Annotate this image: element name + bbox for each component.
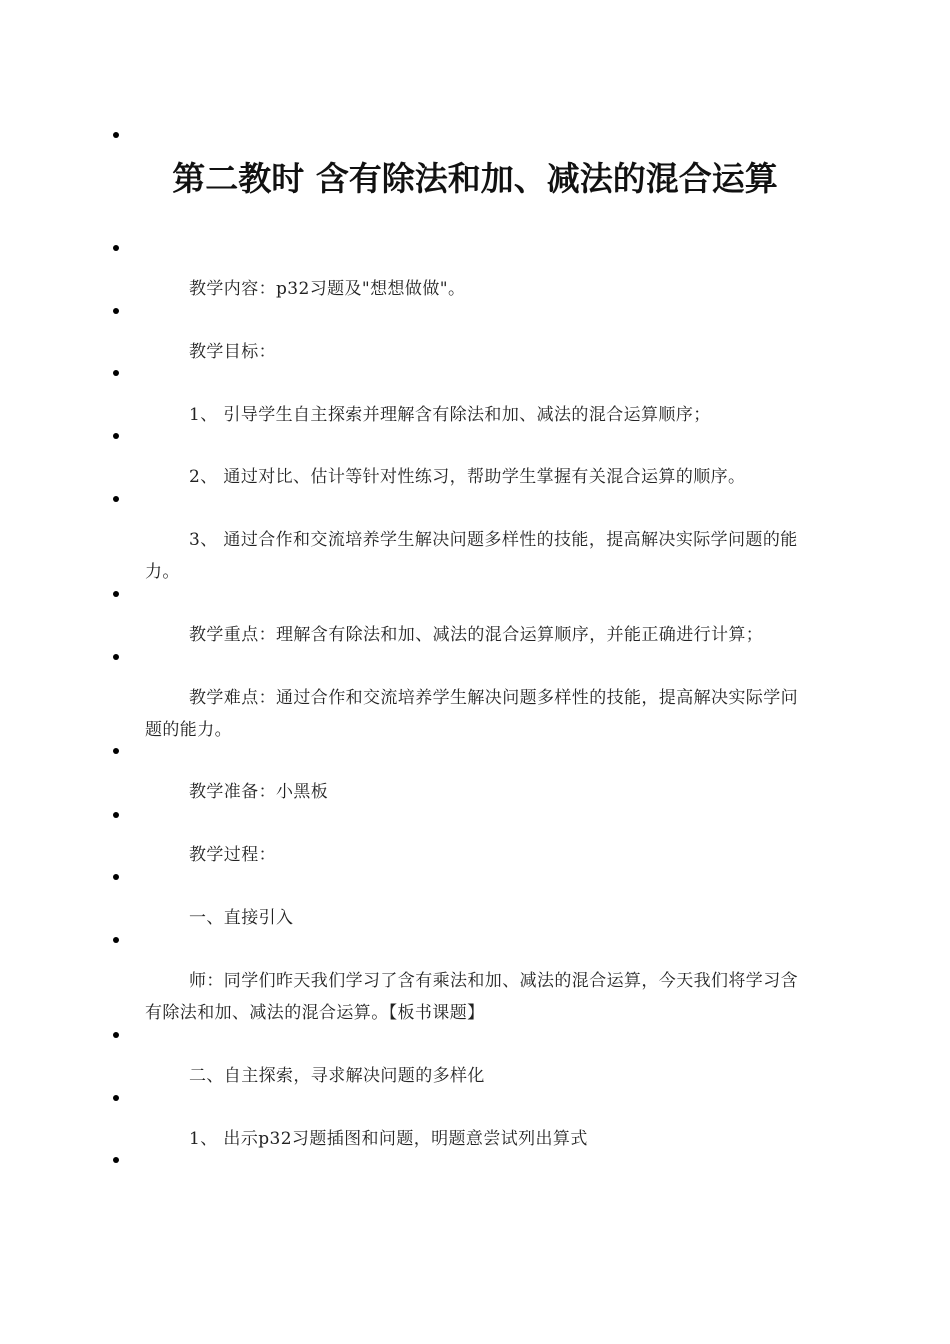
list-bullet xyxy=(113,1095,119,1101)
list-bullet xyxy=(113,132,119,138)
list-bullet xyxy=(113,1032,119,1038)
list-bullet xyxy=(113,654,119,660)
paragraph-preparation: 教学准备：小黑板 xyxy=(189,782,329,802)
paragraph-teacher-intro: 师：同学们昨天我们学习了含有乘法和加、减法的混合运算，今天我们将学习含有除法和加、减法的混合运算。【板书课题】 xyxy=(145,971,798,1023)
paragraph-section-1: 一、直接引入 xyxy=(189,908,294,928)
list-bullet xyxy=(113,433,119,439)
list-bullet xyxy=(113,748,119,754)
paragraph-process: 教学过程： xyxy=(189,845,276,865)
paragraph-goal-1: 1、 引导学生自主探索并理解含有除法和加、减法的混合运算顺序； xyxy=(189,405,711,425)
paragraph-teaching-goals: 教学目标： xyxy=(189,342,276,362)
list-bullet xyxy=(113,496,119,502)
list-bullet xyxy=(113,591,119,597)
list-bullet xyxy=(113,812,119,818)
paragraph-section-2: 二、自主探索，寻求解决问题的多样化 xyxy=(189,1066,485,1086)
list-bullet xyxy=(113,370,119,376)
paragraph-difficulties: 教学难点：通过合作和交流培养学生解决问题多样性的技能，提高解决实际学问题的能力。 xyxy=(145,688,798,740)
paragraph-teaching-content: 教学内容：p32习题及"想想做做"。 xyxy=(189,279,466,299)
list-bullet xyxy=(113,308,119,314)
list-bullet xyxy=(113,937,119,943)
paragraph-step-1: 1、 出示p32习题插图和问题，明题意尝试列出算式 xyxy=(189,1129,588,1149)
document-title: 第二教时 含有除法和加、减法的混合运算 xyxy=(172,159,778,198)
list-bullet xyxy=(113,245,119,251)
list-bullet xyxy=(113,1157,119,1163)
list-bullet xyxy=(113,874,119,880)
paragraph-goal-2: 2、 通过对比、估计等针对性练习，帮助学生掌握有关混合运算的顺序。 xyxy=(189,467,746,487)
paragraph-key-points: 教学重点：理解含有除法和加、减法的混合运算顺序，并能正确进行计算； xyxy=(189,625,764,645)
paragraph-goal-3: 3、 通过合作和交流培养学生解决问题多样性的技能，提高解决实际学问题的能力。 xyxy=(145,530,798,582)
